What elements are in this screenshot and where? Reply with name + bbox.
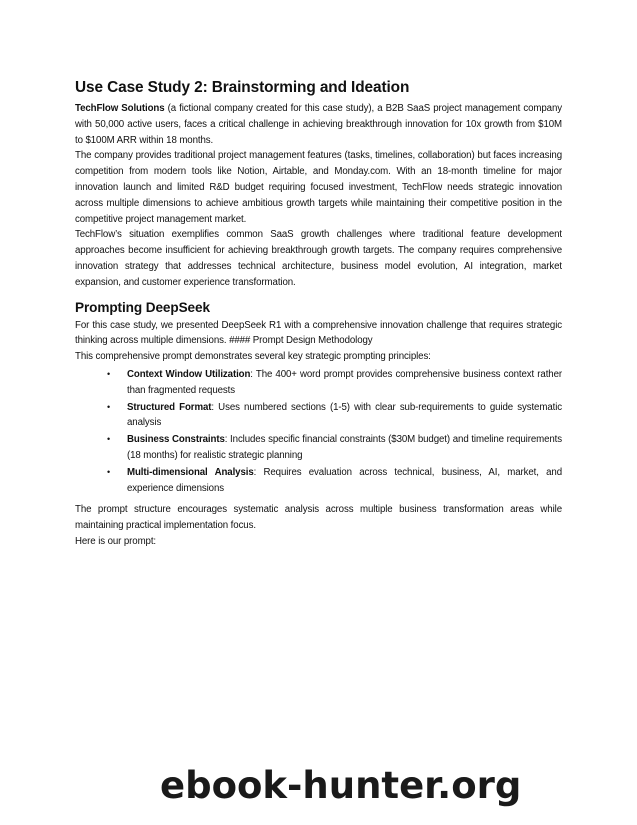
bullet-icon: • [107, 434, 111, 445]
competition-paragraph: The company provides traditional project management features (tasks, timelines, collaboration) but faces increasing competition from modern tools like Notion, Airtable, and Monday.com. With an 18-month timeline for major innovation launch and limited R&D budget requiring focused investment, TechFlow needs strategic innovation across multiple dimensions to achieve ambitious growth targets while maintaining their competitive position in the competitive project management market. [75, 150, 562, 225]
list-item-title: Structured Format [127, 401, 212, 413]
prompting-paragraph: For this case study, we presented DeepSeek R1 with a comprehensive innovation challenge that requires strategic thinking across multiple dimensions. #### Prompt Design Methodology [75, 319, 562, 347]
watermark-text: ebook-hunter.org [160, 764, 522, 807]
list-item [75, 400, 562, 432]
principles-list [75, 367, 562, 496]
bullet-icon: • [107, 466, 111, 477]
list-item-title: Context Window Utilization [127, 368, 251, 380]
list-item-title: Multi-dimensional Analysis [127, 466, 254, 478]
list-item-title: Business Constraints [127, 434, 225, 446]
list-item-text: : Requires evaluation across technical, business, AI, market, and experience dimensions [127, 466, 562, 494]
document-page [75, 78, 562, 550]
principles-intro: This comprehensive prompt demonstrates several key strategic prompting principles: [75, 351, 431, 363]
subsection-heading: Prompting DeepSeek [75, 299, 210, 315]
list-item [75, 465, 562, 497]
intro-paragraph [75, 101, 562, 148]
list-item [75, 367, 562, 399]
list-item-text: : Uses numbered sections (1-5) with clear sub-requirements to guide systematic analysis [127, 401, 562, 429]
list-item-text: : The 400+ word prompt provides comprehensive business context rather than fragmented requests [127, 368, 562, 396]
bullet-icon: • [107, 401, 111, 412]
structure-paragraph: The prompt structure encourages systematic analysis across multiple business transformation areas while maintaining practical implementation focus. [75, 504, 562, 532]
intro-text: (a fictional company created for this case study), a B2B SaaS project management company with 50,000 active users, faces a critical challenge in achieving breakthrough innovation for 10x growth from $10M to $100M ARR within 18 months. [75, 103, 562, 146]
section-heading: Use Case Study 2: Brainstorming and Ideation [75, 79, 410, 96]
prompt-lead-in: Here is our prompt: [75, 535, 157, 547]
company-name: TechFlow Solutions [75, 103, 165, 114]
list-item-text: : Includes specific financial constraints ($30M budget) and timeline requirements (18 months) for realistic strategic planning [127, 434, 562, 461]
bullet-icon: • [107, 368, 111, 379]
challenge-paragraph: TechFlow’s situation exemplifies common SaaS growth challenges where traditional feature development approaches become insufficient for achieving breakthrough growth targets. The company requires comprehensive innovation strategy that addresses technical architecture, business model evolution, AI integration, market expansion, and customer experience transformation. [75, 229, 562, 288]
list-item [75, 432, 562, 464]
